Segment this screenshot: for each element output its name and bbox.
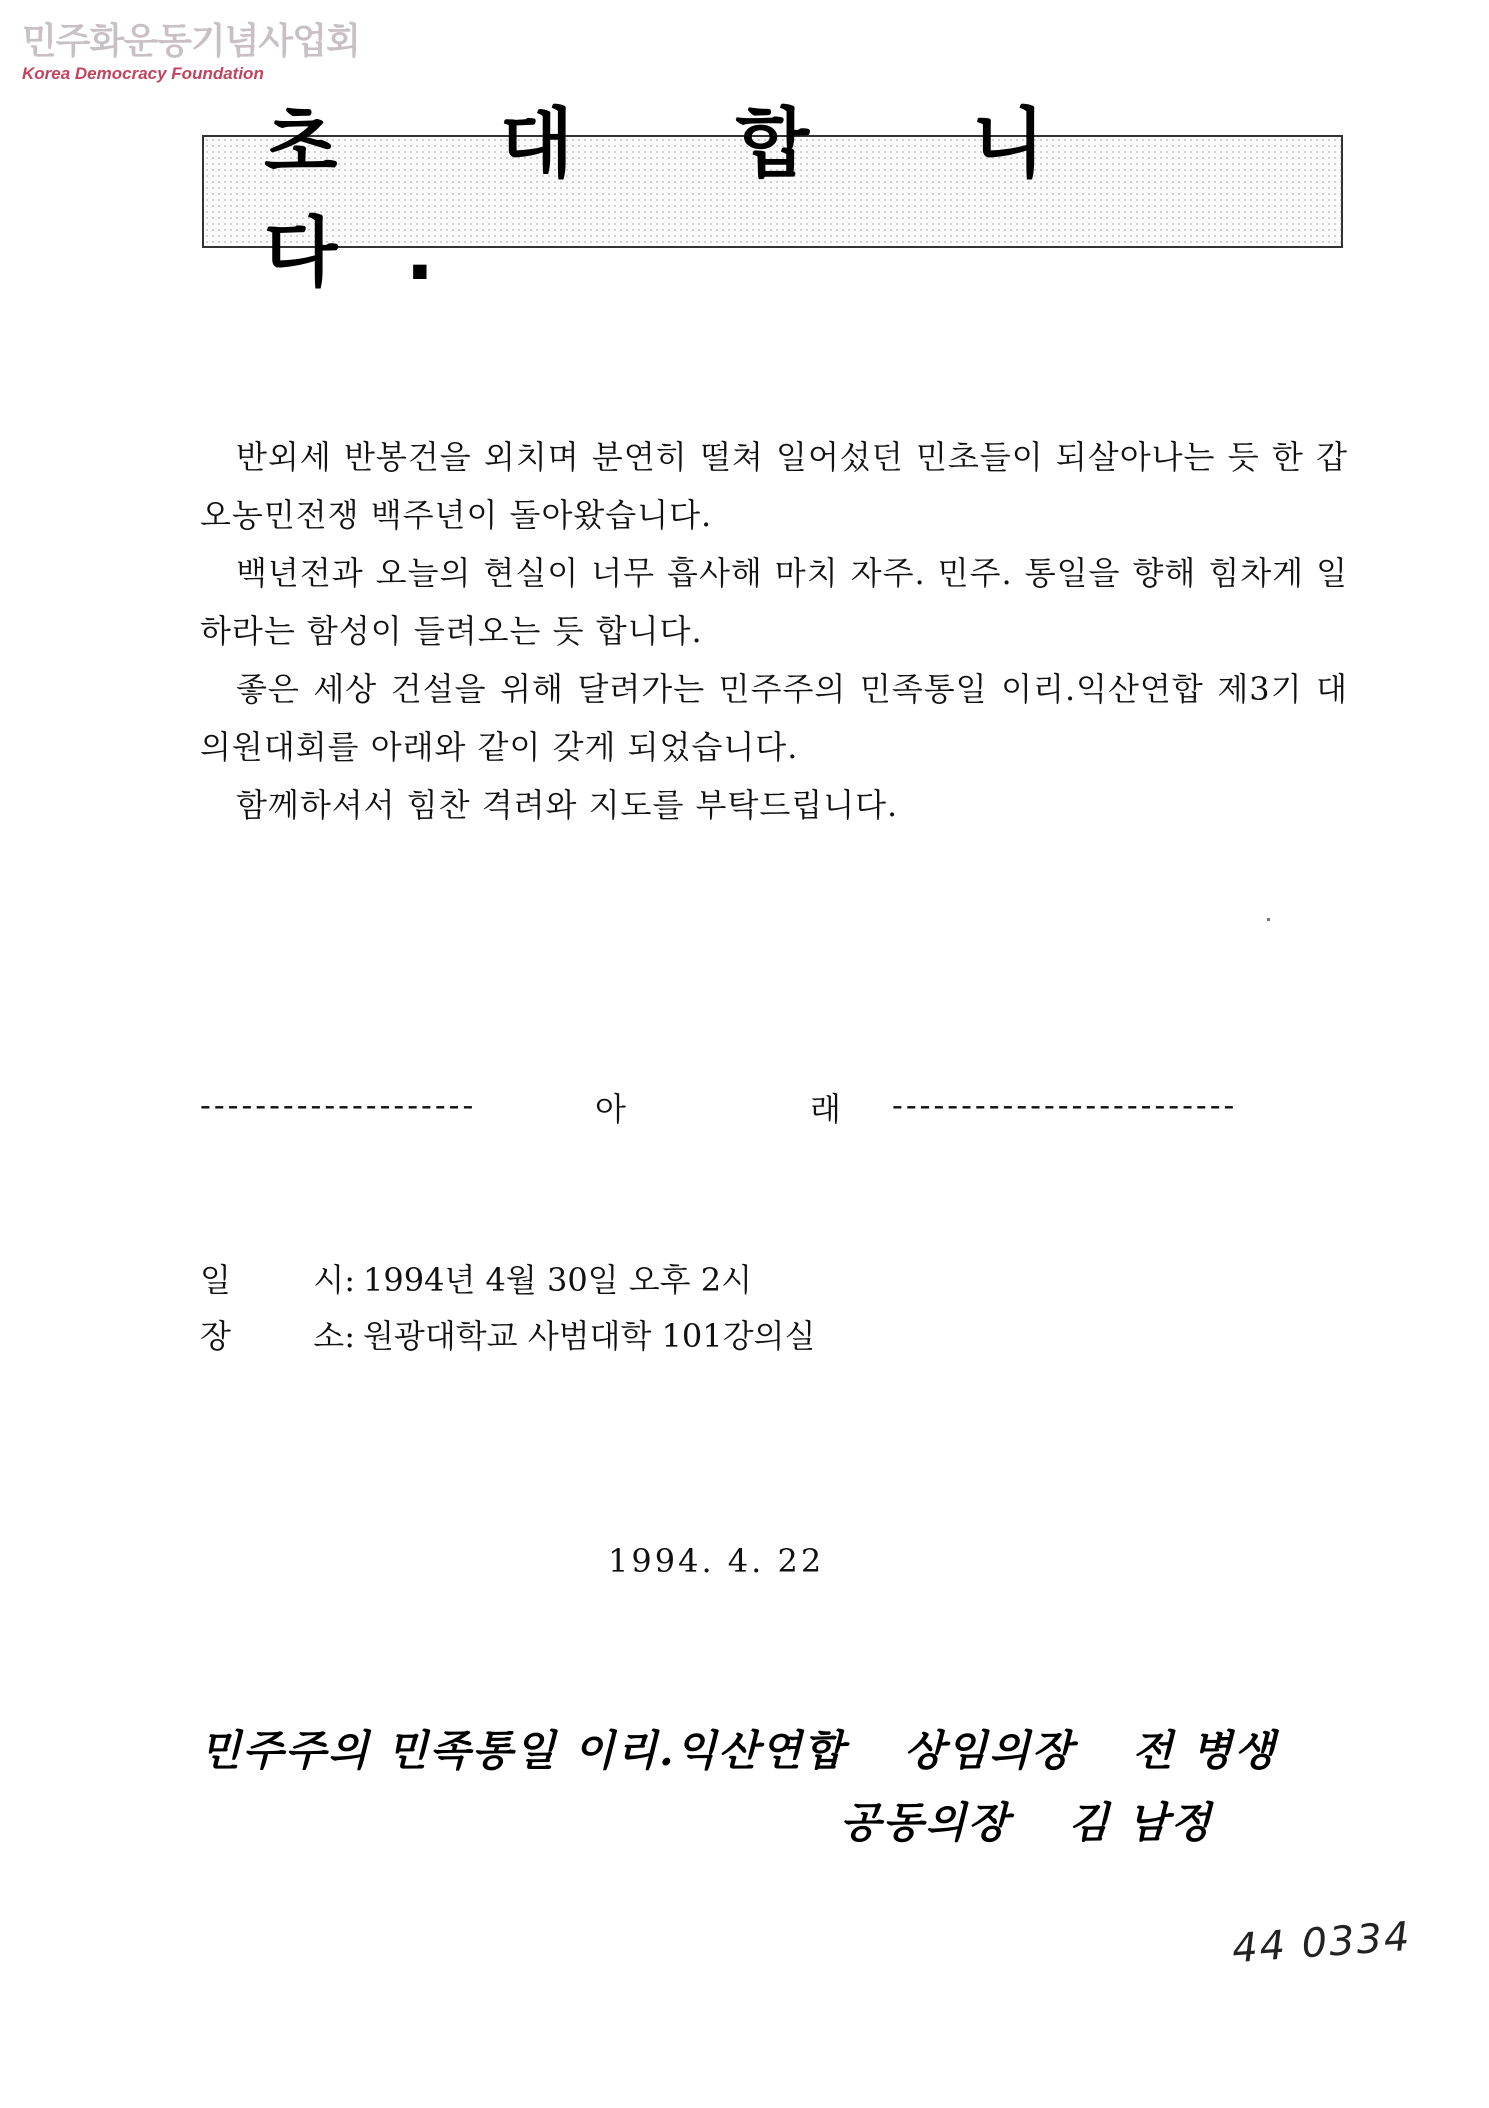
place-label-2: 소: <box>313 1317 355 1355</box>
paragraph-1: 반외세 반봉건을 외치며 분연히 떨쳐 일어섰던 민초들이 되살아나는 듯 한 갑오농민전쟁 백주년이 돌아왔습니다. <box>200 438 1348 534</box>
time-label <box>200 1252 355 1308</box>
signature-name-2: 김 남정 <box>1068 1798 1213 1847</box>
place-row <box>200 1308 815 1364</box>
title-box <box>202 98 1343 297</box>
signature-org: 민주주의 민족통일 이리.익산연합 <box>200 1726 846 1775</box>
invitation-body <box>200 428 1348 834</box>
time-row <box>200 1252 815 1308</box>
handwritten-number: 44 0334 <box>1230 1913 1413 1973</box>
paragraph-2: 백년전과 오늘의 현실이 너무 흡사해 마치 자주. 민주. 통일을 향해 힘차게 일하라는 함성이 들려오는 듯 합니다. <box>200 554 1348 650</box>
signature-line-1 <box>200 1718 1277 1778</box>
signature-name-1: 전 병생 <box>1132 1726 1277 1775</box>
watermark-english: Korea Democracy Foundation <box>22 64 264 83</box>
place-label <box>200 1308 355 1364</box>
paragraph-4: 함께하셔서 힘찬 격려와 지도를 부탁드립니다. <box>236 786 899 824</box>
signature-line-2 <box>840 1790 1213 1850</box>
left-dashes: -------------------- <box>200 1086 477 1124</box>
place-value: 원광대학교 사범대학 101강의실 <box>363 1317 816 1355</box>
below-char-2: 래 <box>810 1090 841 1128</box>
page-title: 초 대 합 니 다. <box>264 98 1114 297</box>
time-label-2: 시: <box>313 1261 355 1299</box>
below-heading <box>200 1078 1348 1128</box>
time-value: 1994년 4월 30일 오후 2시 <box>363 1261 753 1299</box>
document-date: 1994. 4. 22 <box>608 1542 825 1580</box>
signature-role-2: 공동의장 <box>840 1798 1011 1847</box>
watermark <box>22 22 360 84</box>
place-label-1: 장 <box>200 1317 231 1355</box>
scan-speck <box>1267 918 1270 921</box>
event-details <box>200 1252 815 1364</box>
signature-role-1: 상임의장 <box>903 1726 1075 1775</box>
right-dashes: ------------------------- <box>892 1086 1238 1124</box>
time-label-1: 일 <box>200 1261 231 1299</box>
paragraph-3: 좋은 세상 건설을 위해 달려가는 민주주의 민족통일 이리.익산연합 제3기 대의원대회를 아래와 같이 갖게 되었습니다. <box>200 670 1348 766</box>
watermark-korean: 민주화운동기념사업회 <box>22 21 360 62</box>
below-char-1: 아 <box>595 1090 626 1128</box>
